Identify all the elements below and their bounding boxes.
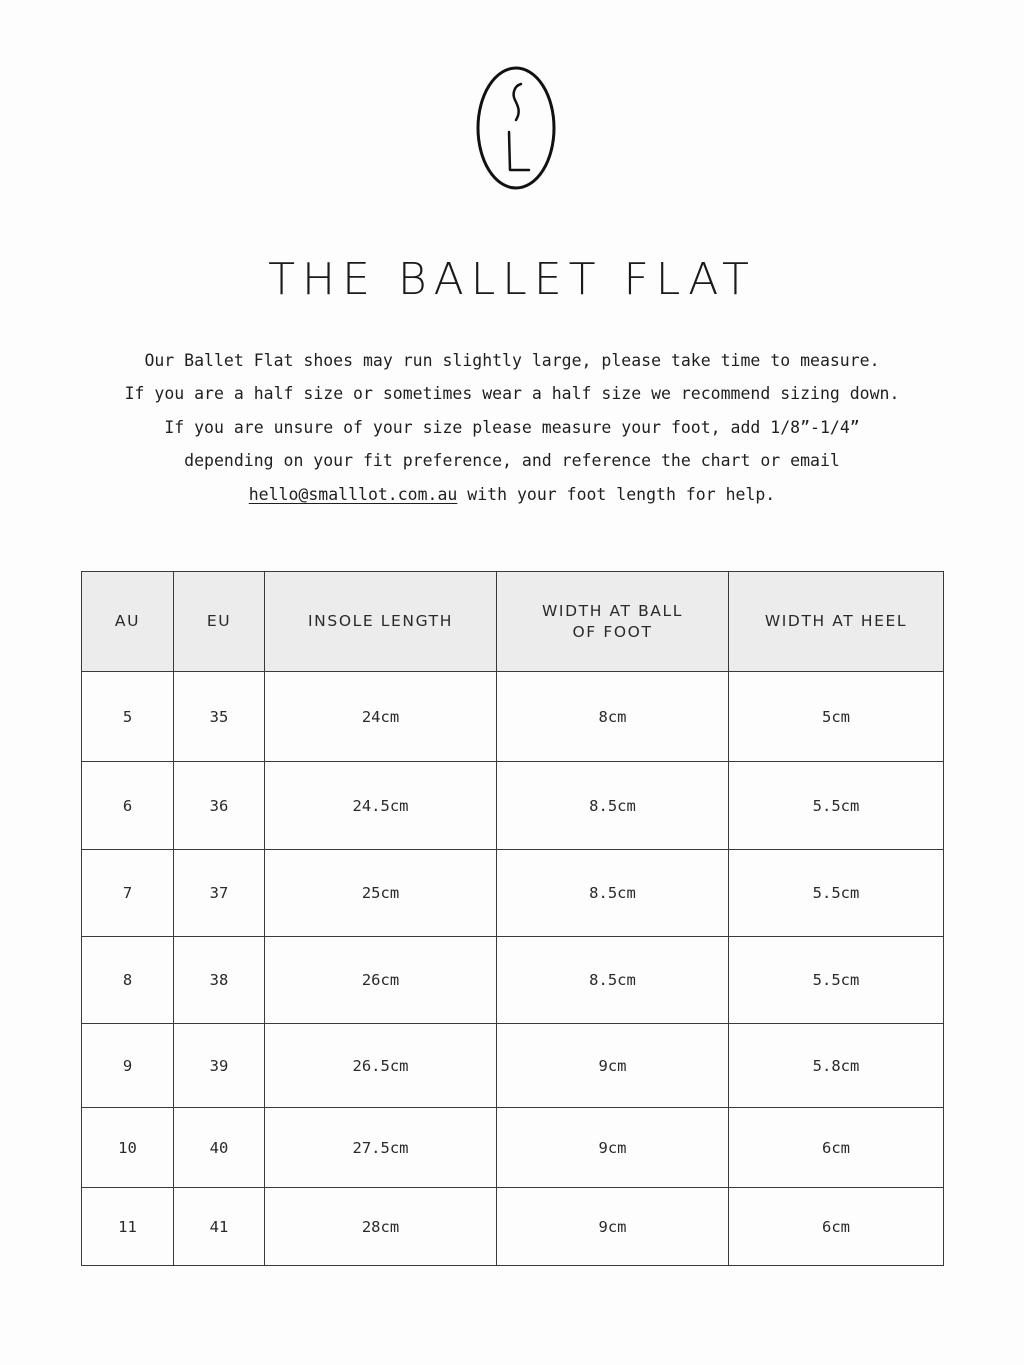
cell-eu: 41 [174,1188,265,1266]
cell-insole-length: 25cm [265,850,497,937]
cell-insole-length: 27.5cm [265,1108,497,1188]
header-width-ball [497,572,729,672]
cell-au: 6 [82,762,174,850]
header-insole-length: INSOLE LENGTH [265,572,497,672]
size-chart-table [81,571,944,1266]
table-header-row [82,572,944,672]
page-title: THE BALLET FLAT [268,254,756,305]
table-row [82,762,944,850]
cell-insole-length: 24.5cm [265,762,497,850]
cell-width-ball: 8.5cm [497,937,729,1024]
table-row [82,672,944,762]
cell-width-heel: 5cm [729,672,944,762]
intro-line: If you are a half size or sometimes wear a half size we recommend sizing down. [124,384,900,404]
cell-eu: 38 [174,937,265,1024]
cell-width-ball: 9cm [497,1024,729,1108]
table-row [82,1108,944,1188]
brand-logo [474,64,558,192]
table-row [82,850,944,937]
cell-width-heel: 5.5cm [729,850,944,937]
cell-width-ball: 8.5cm [497,762,729,850]
cell-eu: 35 [174,672,265,762]
intro-line-rest: with your foot length for help. [457,484,776,504]
cell-eu: 39 [174,1024,265,1108]
cell-insole-length: 26cm [265,937,497,1024]
intro-line: If you are unsure of your size please measure your foot, add 1/8”-1/4” [164,417,860,437]
cell-width-ball: 8cm [497,672,729,762]
header-width-ball-label: WIDTH AT BALL OF FOOT [542,601,683,641]
cell-insole-length: 24cm [265,672,497,762]
header-width-heel: WIDTH AT HEEL [729,572,944,672]
cell-width-ball: 8.5cm [497,850,729,937]
intro-line: Our Ballet Flat shoes may run slightly large, please take time to measure. [144,351,880,370]
header-au: AU [82,572,174,672]
cell-eu: 36 [174,762,265,850]
cell-au: 10 [82,1108,174,1188]
table-row [82,937,944,1024]
cell-au: 9 [82,1024,174,1108]
cell-insole-length: 28cm [265,1188,497,1266]
cell-au: 8 [82,937,174,1024]
cell-width-heel: 5.5cm [729,762,944,850]
cell-width-heel: 6cm [729,1188,944,1266]
intro-line [60,478,964,511]
email-link[interactable]: hello@smalllot.com.au [248,484,458,504]
header-eu: EU [174,572,265,672]
cell-au: 11 [82,1188,174,1266]
cell-width-ball: 9cm [497,1188,729,1266]
intro-line: depending on your fit preference, and reference the chart or email [184,451,840,471]
cell-au: 7 [82,850,174,937]
intro-text [60,344,964,511]
table-row [82,1188,944,1266]
cell-width-heel: 5.5cm [729,937,944,1024]
cell-width-heel: 5.8cm [729,1024,944,1108]
cell-width-heel: 6cm [729,1108,944,1188]
cell-au: 5 [82,672,174,762]
cell-eu: 40 [174,1108,265,1188]
cell-insole-length: 26.5cm [265,1024,497,1108]
cell-width-ball: 9cm [497,1108,729,1188]
table-row [82,1024,944,1108]
cell-eu: 37 [174,850,265,937]
